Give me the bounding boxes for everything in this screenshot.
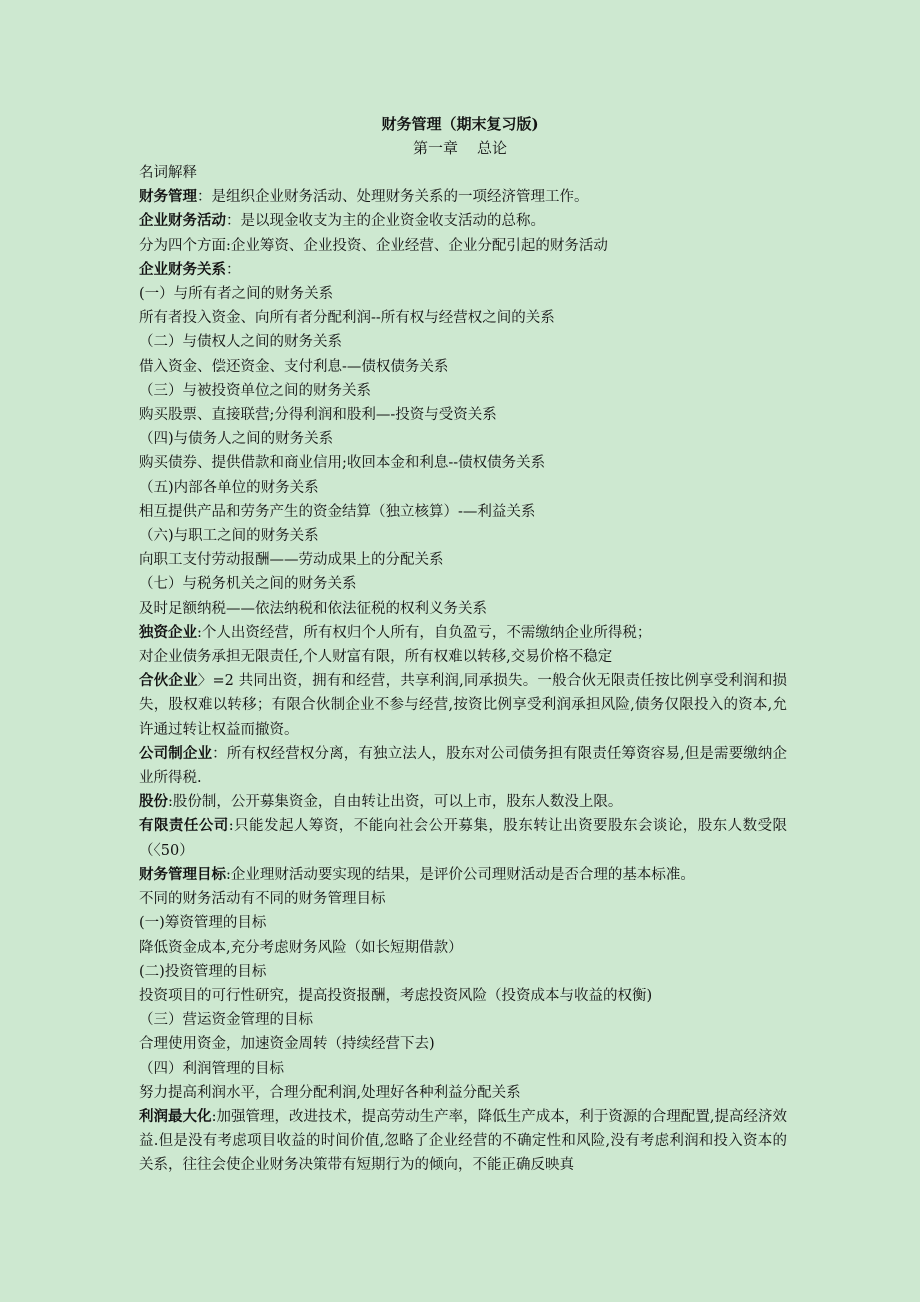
term-label: 企业财务活动	[139, 212, 226, 230]
line-text: 合理使用资金，加速资金周转（持续经营下去)	[139, 1036, 435, 1053]
term-label: 独资企业	[139, 623, 197, 641]
line-text: （六)与职工之间的财务关系	[139, 528, 319, 545]
text-line	[139, 282, 787, 306]
term-label: 有限责任公司	[139, 817, 229, 835]
text-line	[139, 548, 787, 572]
term-label: 股份	[139, 793, 168, 811]
line-text: 〉=2 共同出资，拥有和经营，共享利润,同承损失。一般合伙无限责任按比例享受利润和损失，股权难以转移；有限合伙制企业不参与经营,按资比例享受利润承担风险,债务仅限投入的资本,允许通过转让权益而撤资。	[139, 673, 787, 738]
line-text: 所有者投入资金、向所有者分配利润--所有权与经营权之间的关系	[139, 310, 555, 327]
line-text: 向职工支付劳动报酬——劳动成果上的分配关系	[139, 552, 444, 569]
document-title: 财务管理（期末复习版)	[381, 115, 539, 133]
text-line	[139, 1081, 787, 1105]
text-line	[139, 451, 787, 475]
line-text: 投资项目的可行性研究，提高投资报酬，考虑投资风险（投资成本与收益的权衡)	[139, 987, 653, 1004]
line-text: :股份制，公开募集资金，自由转让出资，可以上市，股东人数没上限。	[168, 794, 623, 811]
text-line	[139, 911, 787, 935]
term-label: 合伙企业	[139, 672, 198, 690]
text-line	[139, 645, 787, 669]
text-line	[139, 403, 787, 427]
line-text: :加强管理，改进技术，提高劳动生产率，降低生产成本，利于资源的合理配置,提高经济效益.但是没有考虑项目收益的时间价值,忽略了企业经营的不确定性和风险,没有考虑利润和投入资本的关系，往往会使企业财务决策带有短期行为的倾向，不能正确反映真	[139, 1108, 787, 1174]
text-line	[139, 379, 787, 403]
text-line	[139, 572, 787, 596]
text-line	[139, 185, 787, 209]
text-line	[139, 427, 787, 451]
text-line	[139, 814, 787, 862]
text-line	[139, 209, 787, 233]
line-text: :企业理财活动要实现的结果，是评价公司理财活动是否合理的基本标准。	[226, 866, 695, 883]
text-line	[139, 306, 787, 330]
line-text: :个人出资经营，所有权归个人所有，自负盈亏，不需缴纳企业所得税；	[197, 624, 652, 641]
text-line	[139, 1105, 787, 1178]
text-line	[139, 887, 787, 911]
text-line	[139, 1032, 787, 1056]
line-text: （四)与债务人之间的财务关系	[139, 431, 334, 448]
text-line	[139, 1008, 787, 1032]
line-text: ：是组织企业财务活动、处理财务关系的一项经济管理工作。	[197, 189, 589, 206]
line-text: (二)投资管理的目标	[139, 963, 267, 980]
text-line	[139, 790, 787, 814]
term-label: 财务管理目标	[139, 865, 226, 883]
text-line	[139, 1057, 787, 1081]
text-line	[139, 960, 787, 984]
text-line	[139, 330, 787, 354]
text-line	[139, 742, 787, 790]
text-line	[139, 500, 787, 524]
line-text: 借入资金、偿还资金、支付利息-—债权债务关系	[139, 358, 449, 375]
text-line	[139, 258, 787, 282]
line-text: （四）利润管理的目标	[139, 1060, 284, 1077]
text-line	[139, 234, 787, 258]
line-text: （三）与被投资单位之间的财务关系	[139, 382, 371, 399]
line-text: 降低资金成本,充分考虑财务风险（如长短期借款）	[139, 939, 463, 956]
line-text: 购买债券、提供借款和商业信用;收回本金和利息--债权债务关系	[139, 455, 546, 472]
line-text: 名词解释	[139, 165, 197, 181]
line-text: 相互提供产品和劳务产生的资金结算（独立核算）-—利益关系	[139, 503, 536, 520]
term-label: 利润最大化	[139, 1107, 212, 1125]
line-text: 对企业债务承担无限责任,个人财富有限，所有权难以转移,交易价格不稳定	[139, 649, 613, 666]
chapter-heading: 第一章 总论	[412, 139, 508, 157]
line-text: ：	[226, 261, 241, 278]
text-line	[139, 863, 787, 887]
line-text: 努力提高利润水平，合理分配利润,处理好各种利益分配关系	[139, 1084, 521, 1101]
line-text: 及时足额纳税——依法纳税和依法征税的权利义务关系	[139, 600, 487, 617]
line-text: （五)内部各单位的财务关系	[139, 479, 319, 496]
line-text: (一)筹资管理的目标	[139, 915, 267, 932]
text-line	[139, 524, 787, 548]
text-line	[139, 597, 787, 621]
text-line	[139, 621, 787, 645]
text-line	[139, 476, 787, 500]
line-text: ：所有权经营权分离，有独立法人，股东对公司债务担有限责任筹资容易,但是需要缴纳企业所得税.	[139, 745, 787, 787]
line-text: 不同的财务活动有不同的财务管理目标	[139, 891, 386, 908]
line-text: ：是以现金收支为主的企业资金收支活动的总称。	[226, 213, 545, 230]
text-line	[139, 669, 787, 742]
line-text: 购买股票、直接联营;分得利润和股利—-投资与受资关系	[139, 407, 497, 424]
line-text: (一）与所有者之间的财务关系	[139, 286, 334, 303]
text-line	[139, 936, 787, 960]
line-text: （七）与税务机关之间的财务关系	[139, 576, 357, 593]
text-line	[139, 161, 787, 185]
line-text: （三）营运资金管理的目标	[139, 1012, 313, 1029]
line-text: :只能发起人筹资，不能向社会公开募集，股东转让出资要股东会谈论，股东人数受限（〈50）	[139, 818, 787, 859]
line-text: 分为四个方面:企业筹资、企业投资、企业经营、企业分配引起的财务活动	[139, 237, 608, 254]
term-label: 公司制企业	[139, 744, 213, 762]
term-label: 企业财务关系	[139, 260, 226, 278]
text-line	[139, 355, 787, 379]
document-body	[139, 161, 787, 1178]
line-text: （二）与债权人之间的财务关系	[139, 334, 342, 351]
term-label: 财务管理	[139, 188, 197, 206]
text-line	[139, 984, 787, 1008]
